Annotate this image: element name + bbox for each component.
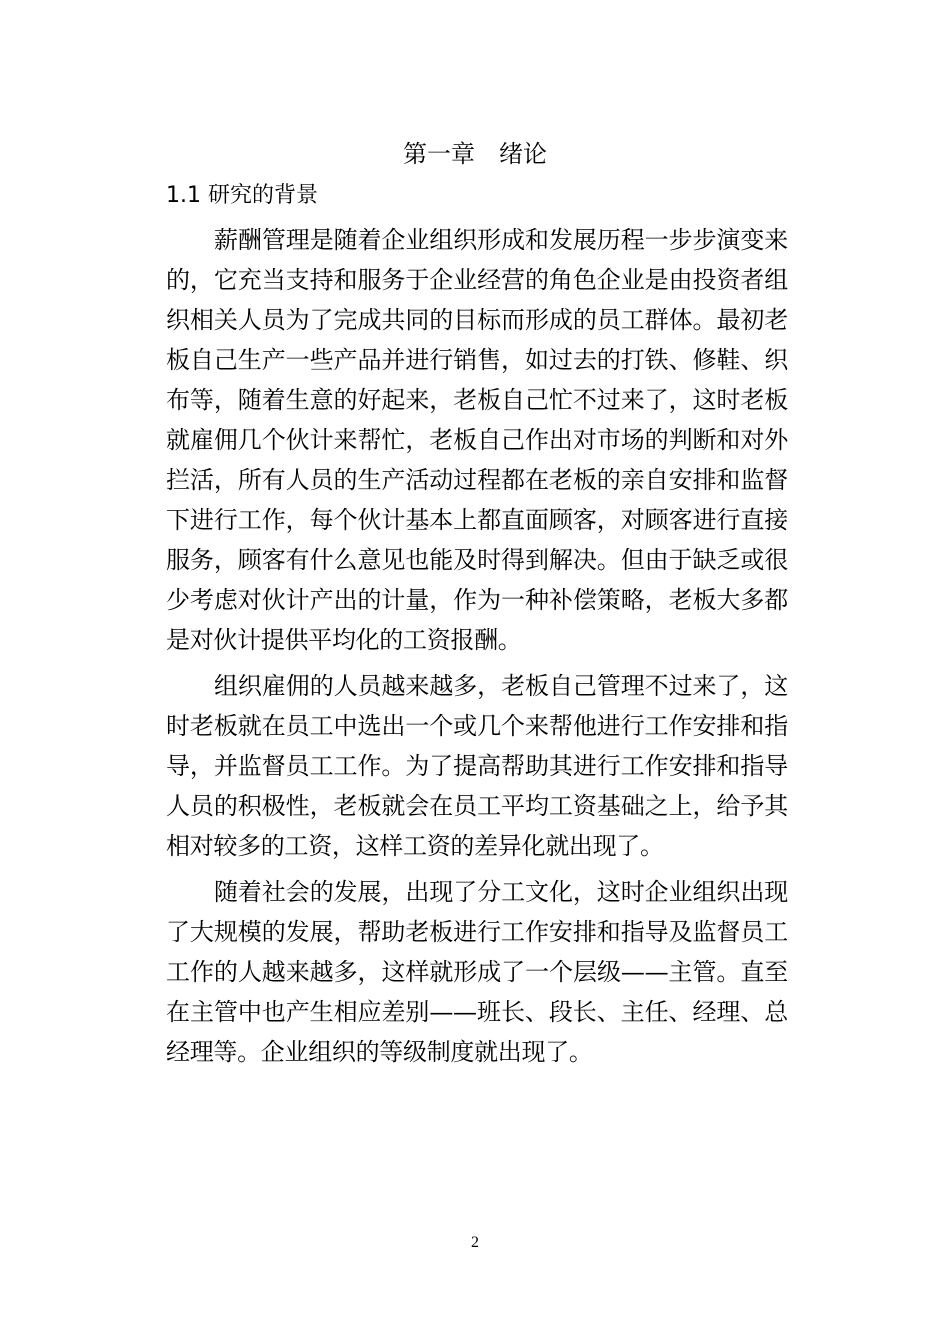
section-heading: 1.1 研究的背景 (166, 183, 318, 208)
body-text (166, 220, 788, 1078)
chapter-title: 第一章 绪论 (403, 140, 547, 168)
paragraph-3: 随着社会的发展，出现了分工文化，这时企业组织出现了大规模的发展，帮助老板进行工作安排和指导及监督员工工作的人越来越多，这样就形成了一个层级——主管。直至在主管中也产生相应差别——班长、段长、主任、经理、总经理等。企业组织的等级制度就出现了。 (166, 878, 788, 1066)
page-number: 2 (471, 1234, 479, 1251)
paragraph-1: 薪酬管理是随着企业组织形成和发展历程一步步演变来的，它充当支持和服务于企业经营的角色企业是由投资者组织相关人员为了完成共同的目标而形成的员工群体。最初老板自己生产一些产品并进行销售，如过去的打铁、修鞋、织布等，随着生意的好起来，老板自己忙不过来了，这时老板就雇佣几个伙计来帮忙，老板自己作出对市场的判断和对外拦活，所有人员的生产活动过程都在老板的亲自安排和监督下进行工作，每个伙计基本上都直面顾客，对顾客进行直接服务，顾客有什么意见也能及时得到解决。但由于缺乏或很少考虑对伙计产出的计量，作为一种补偿策略，老板大多都是对伙计提供平均化的工资报酬。 (166, 226, 788, 654)
paragraph-2: 组织雇佣的人员越来越多，老板自己管理不过来了，这时老板就在员工中选出一个或几个来帮他进行工作安排和指导，并监督员工工作。为了提高帮助其进行工作安排和指导人员的积极性，老板就会在员工平均工资基础之上，给予其相对较多的工资，这样工资的差异化就出现了。 (166, 672, 788, 860)
